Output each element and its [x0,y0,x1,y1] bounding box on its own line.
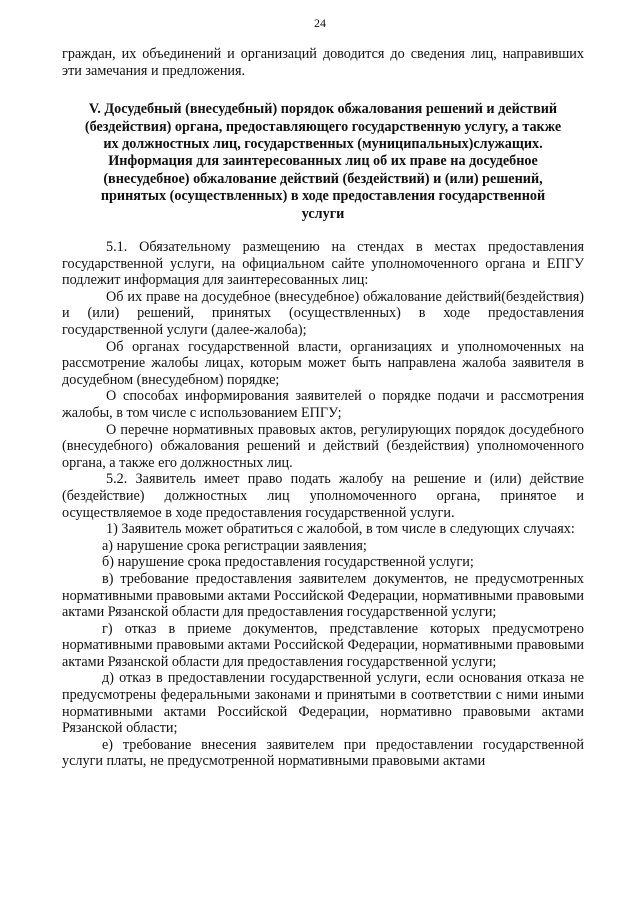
paragraph-5-1-legal-acts: О перечне нормативных правовых актов, регулирующих порядок досудебного (внесудебного) обжалования решений и действий (бездействия) уполномоченного органа, а также его должностных лиц. [62,421,584,471]
section-heading-line: (бездействия) органа, предоставляющего государственную услугу, а также [84,118,562,135]
section-heading-line: (внесудебное) обжалование действий (бездействий) и (или) решений, [103,170,543,187]
list-item: а) нарушение срока регистрации заявления; [102,537,367,554]
paragraph-5-1-authorities: Об органах государственной власти, организациях и уполномоченных на рассмотрение жалобы лицах, которым может быть направлена жалоба заявителя в досудебном (внесудебном) порядке; [62,338,584,388]
paragraph-5-2-1: 1) Заявитель может обратиться с жалобой, в том числе в следующих случаях: [106,521,575,538]
paragraph-5-2: 5.2. Заявитель имеет право подать жалобу на решение и (или) действие (бездействие) должностных лиц уполномоченного органа, принятое и осуществляемое в ходе предоставления государственной услуги. [62,471,584,521]
list-item: в) требование предоставления заявителем документов, не предусмотренных нормативными правовыми актами Российской Федерации, нормативными правовыми актами Рязанской области для предоставления государственной услуги; [62,570,584,621]
section-heading-line: принятых (осуществленных) в ходе предоставления государственной [100,188,546,205]
list-item: е) требование внесения заявителем при предоставлении государственной услуги платы, не предусмотренной нормативными правовыми актами [62,736,584,770]
list-item: б) нарушение срока предоставления государственной услуги; [102,554,474,571]
section-heading-line: услуги [301,205,345,222]
intro-paragraph: граждан, их объединений и организаций доводится до сведения лиц, направивших эти замечания и предложения. [62,46,584,79]
section-heading-line: их должностных лиц, государственных (муниципальных)служащих. [103,136,543,152]
list-item: г) отказ в приеме документов, представление которых предусмотрено нормативными правовыми актами Российской Федерации, нормативными правовыми актами Рязанской области для предоставления государственной услуги; [62,620,584,670]
paragraph-5-1-rights: Об их праве на досудебное (внесудебное) обжалование действий(бездействия) и (или) решений, принятых (осуществленных) в ходе предоставления государственной услуги (далее-жалоба); [62,288,584,338]
section-heading-line: Информация для заинтересованных лиц об их праве на досудебное [108,153,538,170]
list-item: д) отказ в предоставлении государственной услуги, если основания отказа не предусмотрены федеральными законами и принятыми в соответствии с ними иными нормативными актами Российской Федерации, нормативно правовыми актами Рязанской области; [62,670,584,737]
section-heading [62,101,584,223]
paragraph-5-1: 5.1. Обязательному размещению на стендах в местах предоставления государственной услуги, на официальном сайте уполномоченного органа и ЕПГУ подлежит информация для заинтересованных лиц: [62,239,584,289]
section-heading-line: V. Досудебный (внесудебный) порядок обжалования решений и действий [88,101,558,118]
paragraph-5-1-methods: О способах информирования заявителей о порядке подачи и рассмотрения жалобы, в том числе с использованием ЕПГУ; [62,388,584,421]
page-number: 24 [314,16,326,30]
document-body [62,46,584,770]
